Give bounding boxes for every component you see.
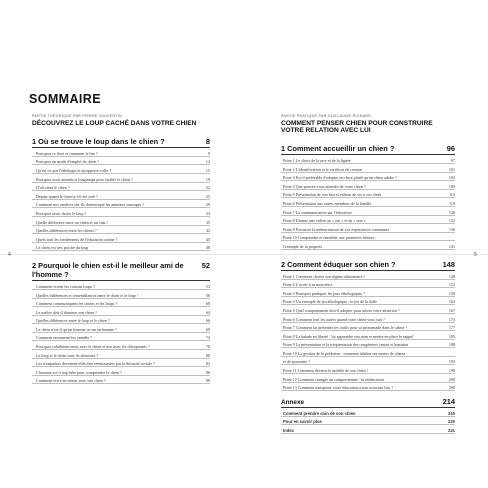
toc-entry-page: 126 [448, 209, 455, 215]
toc-entry[interactable] [32, 316, 210, 325]
toc-entry-page: 83 [205, 361, 210, 367]
toc-entry[interactable] [281, 190, 455, 199]
toc-entry[interactable] [281, 216, 455, 225]
toc-entry-page: 15 [205, 167, 210, 173]
toc-entry[interactable] [32, 359, 210, 368]
toc-entry-page: 76 [205, 344, 210, 350]
toc-entry[interactable] [281, 323, 455, 332]
chapter-heading[interactable] [281, 144, 455, 155]
toc-entry-page: 19 [205, 176, 210, 182]
left-kicker: PARTIE THÉORIQUE PAR PIERRE JOUVENTIN [32, 114, 122, 118]
toc-entry[interactable] [281, 164, 455, 173]
toc-entry[interactable] [281, 357, 455, 366]
chapter-page: 148 [442, 259, 455, 269]
toc-entry[interactable] [281, 280, 455, 289]
toc-entry-page: 113 [449, 192, 455, 198]
toc-entry-page: 193 [448, 359, 455, 365]
toc-entry-title: Index [283, 428, 294, 434]
toc-entry-title: Quels sont les fondements de l'éducation canine ? [36, 236, 118, 242]
toc-entry[interactable] [281, 348, 455, 357]
toc-entry-title: Point 1 Le choix de la race et de la lignée [283, 158, 351, 163]
chapter-title: 2 Pourquoi le chien est-il le meilleur ami de l'homme ? [32, 261, 184, 280]
toc-entry[interactable] [281, 241, 455, 250]
toc-entry-title: et de poursuite ? [283, 359, 310, 365]
toc-entry-page: 33 [205, 210, 210, 216]
toc-entry[interactable] [32, 200, 210, 209]
right-chapters [281, 144, 455, 391]
toc-entry-title: Comment communiquent les chiens et les loups ? [36, 301, 118, 307]
toc-entry-title: Le chien est très proche du loup [36, 245, 89, 251]
toc-entry-title: Point 2 L'identification et le certificat de cession [283, 166, 363, 172]
toc-entry-title: Quelles différences entre le loup et le chien ? [36, 318, 110, 324]
toc-entry-title: Point 5 Quel comportement doit-il adopter pour attirer votre attention ? [283, 307, 400, 313]
toc-entry-page: 109 [448, 183, 455, 189]
toc-entry-page: 198 [448, 368, 455, 374]
toc-entry-page: 25 [205, 193, 210, 199]
toc-entry[interactable] [281, 305, 455, 314]
toc-entry-title: Point 9 Favoriser la mémorisation de vos expériences communes [283, 226, 390, 232]
toc-entry-page: 66 [205, 318, 210, 324]
annex-title: Annexe [281, 399, 305, 407]
toc-entry-page: 220 [448, 419, 455, 425]
toc-entry[interactable] [32, 165, 210, 174]
toc-entry-page: 152 [448, 282, 455, 288]
toc-entry-page: 86 [205, 369, 210, 375]
page-title: SOMMAIRE [29, 92, 101, 106]
toc-entry[interactable] [281, 340, 455, 349]
toc-entry[interactable] [281, 383, 455, 392]
toc-entry[interactable] [281, 181, 455, 190]
annex-section [281, 397, 455, 434]
toc-entry-page: 90 [205, 378, 210, 384]
toc-entry[interactable] [32, 234, 210, 243]
annex-page: 214 [442, 397, 455, 407]
toc-entry[interactable] [32, 376, 210, 385]
toc-entry-title: Quelles différences entre les chiens ? [36, 228, 97, 234]
toc-entry-page: 167 [448, 307, 455, 313]
toc-entry[interactable] [32, 226, 210, 235]
chapter-heading[interactable] [32, 137, 210, 148]
toc-entry-title: Point 11 Comment devenir le modèle de son chien ? [283, 368, 369, 374]
toc-entry[interactable] [281, 271, 455, 280]
toc-entry[interactable] [281, 314, 455, 323]
toc-entry-page: 215 [448, 410, 455, 416]
chapter-page: 96 [446, 144, 455, 154]
toc-entry[interactable] [281, 365, 455, 374]
toc-entry-title: Pourquoi ce livre et comment le lire ? [36, 150, 98, 156]
toc-entry-title: Comment vivre en mieux avec son chien ? [36, 378, 106, 384]
toc-entry-title: Point 3 Est-il préférable d'adopter un chiot plutôt qu'un chien adulte ? [283, 175, 397, 181]
toc-entry-title: l'exemple de la propreté [283, 243, 323, 249]
toc-entry[interactable] [32, 217, 210, 226]
left-heading: DÉCOUVREZ LE LOUP CACHÉ DANS VOTRE CHIEN [32, 120, 197, 127]
toc-entry[interactable] [281, 408, 455, 417]
chapter-title: 2 Comment éduquer son chien ? [281, 259, 396, 269]
toc-entry-page: 45 [205, 236, 210, 242]
toc-entry[interactable] [32, 281, 210, 290]
toc-entry-title: Comment vivent les cousins loups ? [36, 283, 96, 289]
toc-entry[interactable] [32, 148, 210, 157]
toc-entry-page: 80 [205, 352, 210, 358]
toc-entry-title: Le chien n'est-il qu'un homme ou un carhomme ? [36, 326, 117, 332]
toc-entry[interactable] [281, 417, 455, 426]
toc-entry[interactable] [32, 367, 210, 376]
toc-entry-title: Point 10 Comprendre et remédier aux premières bêtises : [283, 235, 377, 241]
toc-entry-title: Point 4 Que pouvez-vous attendre de votre chien ? [283, 183, 366, 189]
chapter-section [281, 144, 455, 250]
toc-entry-title: D'où vient le chien ? [36, 185, 70, 191]
toc-entry-title: Pourquoi avoir choisi le loup ? [36, 210, 87, 216]
toc-entry[interactable] [32, 157, 210, 166]
toc-entry[interactable] [32, 243, 210, 252]
toc-entry-page: 188 [448, 342, 455, 348]
toc-entry-title: Les rivaquettes devraient-elles être remboursées par la Sécurité sociale ? [36, 361, 155, 367]
toc-entry-title: Point 6 Comment font les autres quand votre chien vous suit ? [283, 316, 385, 322]
toc-entry-title: Point 2 L'accès à sa nourriture [283, 282, 333, 288]
toc-entry-page: 183 [448, 333, 455, 339]
right-heading: COMMENT PENSER CHIEN POUR CONSTRUIRE VOTRE RELATION AVEC LUI [281, 120, 433, 135]
toc-entry[interactable] [281, 233, 455, 242]
toc-entry-title: Point 8 Donner une valeur au « oui » et au « non » [283, 218, 366, 224]
toc-entry-title: Quelles différences et ressemblances entre le chien et le loup ? [36, 292, 139, 298]
chapter-section [32, 261, 210, 384]
toc-entry-page: 56 [205, 292, 210, 298]
toc-entry[interactable] [32, 307, 210, 316]
toc-entry-title: Point 4 Un exemple de jeu éthologique : le jeu de la balle [283, 299, 377, 305]
toc-entry[interactable] [32, 290, 210, 299]
chapter-entries [32, 281, 210, 384]
toc-entry-page: 101 [448, 166, 455, 172]
toc-entry[interactable] [281, 173, 455, 182]
toc-entry-title: Point 6 Présentation aux autres membres de la famille [283, 200, 372, 206]
toc-entry-page: 119 [449, 200, 455, 206]
toc-entry-title: Point 8 La balade en liberté : lui apprendre son nom et mettre en place le rappel [283, 333, 414, 339]
toc-entry-page: 64 [205, 309, 210, 315]
toc-entry-page: 162 [448, 299, 455, 305]
toc-entry[interactable] [32, 208, 210, 217]
toc-entry[interactable] [32, 324, 210, 333]
toc-entry-page: 73 [205, 335, 210, 341]
toc-entry-title: Depuis quand le chien a-t-il été créé ? [36, 193, 98, 199]
chapter-entries [281, 155, 455, 250]
toc-entry-page: 200 [448, 376, 455, 382]
chapter-entries [281, 271, 455, 391]
toc-entry-title: Quelle différence entre un chien et un chat ? [36, 219, 109, 225]
toc-entry[interactable] [281, 425, 455, 434]
toc-entry-title: Comment raisonnent les canidés ? [36, 335, 92, 341]
toc-entry[interactable] [281, 331, 455, 340]
toc-entry-page: 97 [450, 158, 455, 163]
toc-entry-page: 136 [448, 226, 455, 232]
toc-entry-title: Pourquoi avoir attendu si longtemps pour étudier le chien ? [36, 176, 133, 182]
toc-entry-title: Point 1 Comment choisir son régime alimentaire ? [283, 273, 366, 279]
toc-entry-page: 132 [448, 218, 455, 224]
toc-entry[interactable] [281, 288, 455, 297]
toc-entry-page: 48 [205, 245, 210, 251]
right-page-number: 5 [474, 252, 477, 258]
toc-entry-title: Qu'est-ce que l'éthologie et qu'apporte-t-elle ? [36, 167, 112, 173]
toc-entry-title: Le loup et le chien sont-ils altruistes ? [36, 352, 99, 358]
toc-entry-title: Point 10 La gestion de la prédation : comment inhiber ses envies de chasse [283, 350, 406, 356]
left-column [32, 114, 210, 384]
toc-entry[interactable] [32, 191, 210, 200]
toc-entry-page: 42 [205, 228, 210, 234]
right-kicker: PARTIE PRATIQUE PAR GUILLAUME RICHARD [281, 114, 372, 118]
chapter-page: 8 [205, 137, 210, 147]
chapter-section [281, 260, 455, 391]
toc-entry-page: 29 [205, 202, 210, 208]
toc-entry-title: Point 13 Comment transposer votre éducation à tout nouveau lieu ? [283, 385, 394, 391]
toc-entry-page: 177 [448, 325, 455, 331]
left-chapters [32, 137, 210, 384]
toc-entry-page: 69 [205, 326, 210, 332]
toc-entry-title: Comment prendre soin de son chien [283, 410, 356, 416]
toc-entry-page: 60 [205, 301, 210, 307]
toc-entry-page: 35 [205, 219, 210, 225]
toc-entry[interactable] [32, 299, 210, 308]
toc-entry-title: Point 3 Pourquoi pratiquer les jeux éthologiques ? [283, 290, 365, 296]
toc-entry-page: 53 [205, 283, 210, 289]
toc-entry-title: Point 7 La communication par l'éducation [283, 209, 352, 215]
annex-heading[interactable] [281, 397, 455, 408]
toc-entry-page: 158 [448, 290, 455, 296]
toc-entry[interactable] [281, 224, 455, 233]
toc-entry-title: Pourquoi cohabitons-nous avec le chien et non avec les chimpanzés ? [36, 344, 150, 350]
toc-entry-page: 221 [448, 428, 455, 434]
toc-entry[interactable] [32, 174, 210, 183]
toc-entry[interactable] [281, 207, 455, 216]
toc-entry-title: Point 9 La présentation et la fréquentation des congénères canins et humains [283, 342, 409, 348]
toc-entry[interactable] [281, 155, 455, 164]
toc-entry[interactable] [32, 183, 210, 192]
chapter-section [32, 137, 210, 251]
toc-entry-page: 22 [205, 185, 210, 191]
chapter-page: 52 [201, 261, 210, 271]
toc-entry-page: 103 [448, 175, 455, 181]
toc-entry[interactable] [281, 198, 455, 207]
chapter-heading[interactable] [281, 260, 455, 271]
chapter-entries [32, 148, 210, 251]
toc-entry-title: Comment nos ancêtres ont-ils domestiqué les animaux sauvages ? [36, 202, 145, 208]
toc-entry-page: 9 [207, 150, 210, 156]
toc-entry-page: 141 [448, 243, 455, 249]
annex-entries [281, 408, 455, 434]
left-page-number: 4 [8, 252, 11, 258]
toc-entry-page: 174 [448, 316, 455, 322]
toc-entry-title: Pour en savoir plus [283, 419, 322, 425]
toc-entry[interactable] [281, 374, 455, 383]
toc-entry-page: 12 [205, 159, 210, 165]
toc-entry[interactable] [281, 297, 455, 306]
chapter-title: 1 Où se trouve le loup dans le chien ? [32, 137, 165, 147]
toc-entry-title: Point 7 Comment lui présenter les outils pour sa promenade dans le calme ? [283, 325, 408, 331]
toc-entry-title: L'homme est-il trop bête pour comprendre le chien ? [36, 369, 122, 375]
toc-entry[interactable] [32, 350, 210, 359]
toc-entry-title: Point 12 Comment changer un comportement : la rééducation [283, 376, 384, 382]
toc-entry[interactable] [32, 333, 210, 342]
toc-entry-title: Point 5 Présentation de son lieu et rythme de vie à vos côtés [283, 192, 382, 198]
toc-entry-title: Le maître doit-il dominer son chien ? [36, 309, 97, 315]
toc-entry-title: Pourquoi un mode d'emploi du chien ? [36, 159, 100, 165]
chapter-heading[interactable] [32, 261, 210, 281]
chapter-title: 1 Comment accueillir un chien ? [281, 144, 395, 154]
toc-entry[interactable] [32, 341, 210, 350]
toc-entry-page: 149 [448, 273, 455, 279]
right-column [281, 114, 455, 434]
toc-entry-page: 208 [448, 385, 455, 391]
